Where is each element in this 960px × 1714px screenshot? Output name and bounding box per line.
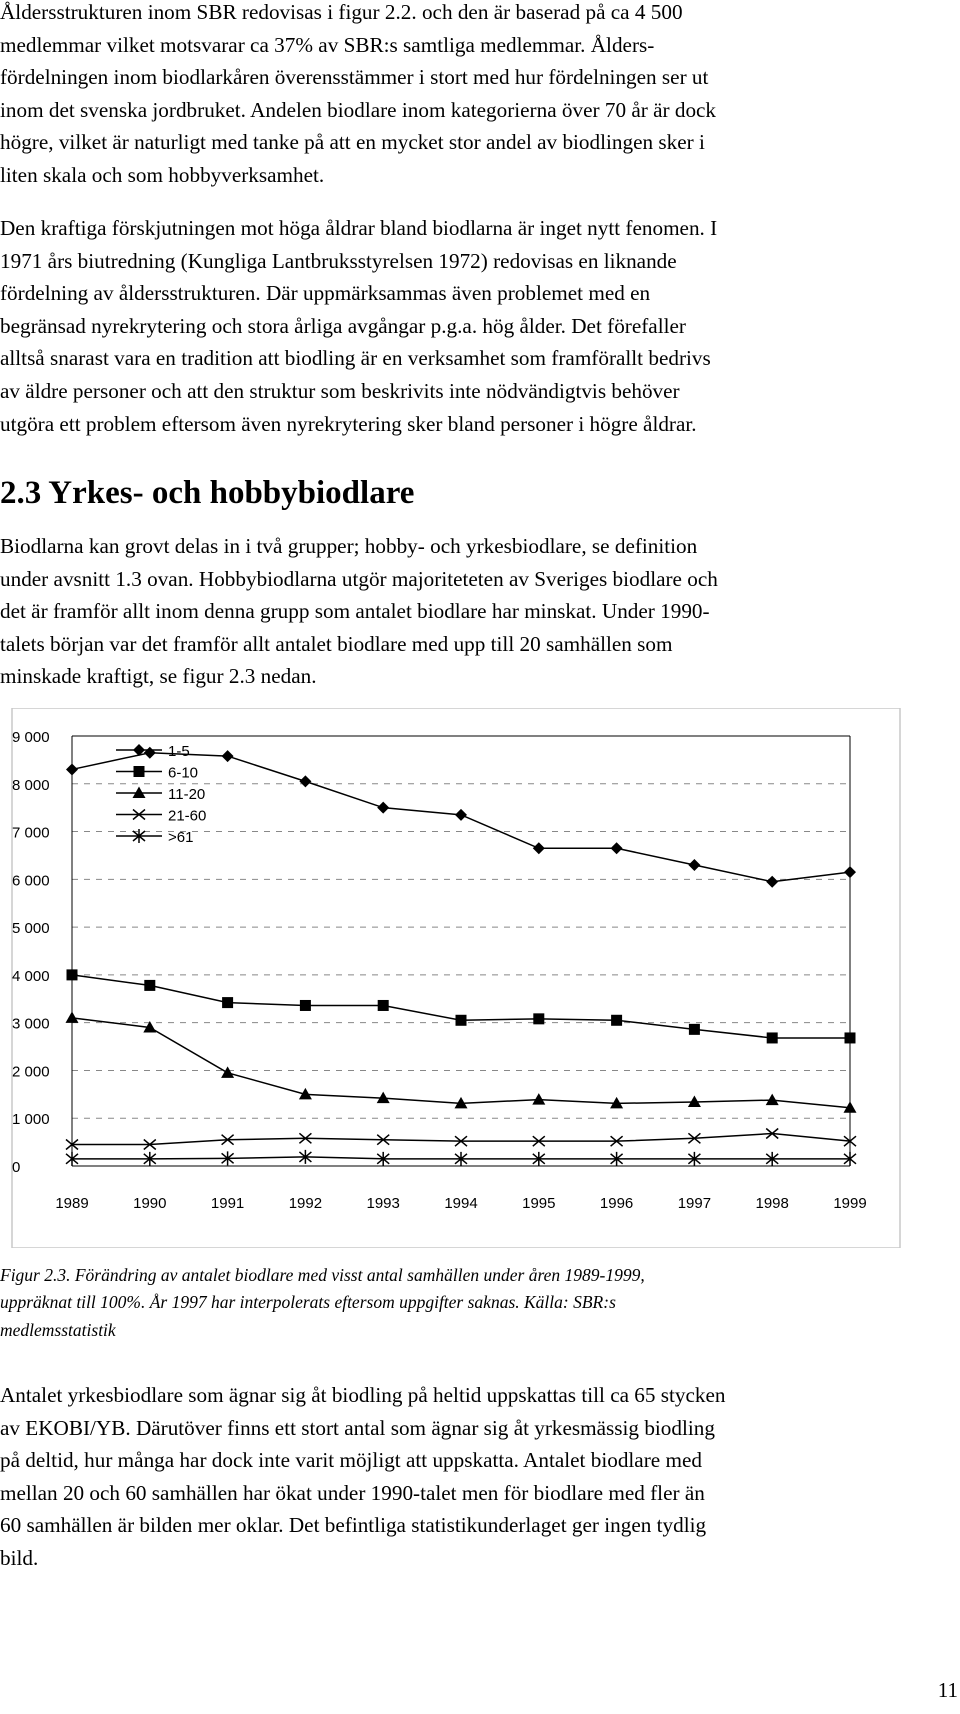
data-point-1-5 bbox=[222, 750, 234, 762]
chart-frame bbox=[12, 708, 900, 1248]
x-tick-label: 1996 bbox=[599, 1195, 634, 1212]
series-line-21-60 bbox=[72, 1134, 850, 1145]
y-tick-label: 3 000 bbox=[12, 1015, 50, 1033]
y-tick-label: 7 000 bbox=[12, 824, 50, 842]
x-tick-label: 1991 bbox=[210, 1195, 245, 1212]
beekeepers-line-chart bbox=[0, 708, 910, 1248]
data-point-6-10 bbox=[144, 980, 155, 991]
x-tick-label: 1992 bbox=[288, 1195, 323, 1212]
y-tick-label: 2 000 bbox=[12, 1063, 50, 1081]
data-point-6-10 bbox=[300, 1000, 311, 1011]
data-point-11-20 bbox=[766, 1094, 779, 1106]
series-line-11-20 bbox=[72, 1018, 850, 1108]
y-tick-label: 0 bbox=[12, 1159, 21, 1176]
data-point-1-5 bbox=[299, 775, 311, 787]
data-point-6-10 bbox=[533, 1013, 544, 1024]
data-point-6-10 bbox=[611, 1015, 622, 1026]
y-tick-label: 6 000 bbox=[12, 872, 50, 890]
x-tick-label: 1997 bbox=[677, 1195, 712, 1212]
legend-label: 21-60 bbox=[168, 807, 207, 825]
series-line-6-10 bbox=[72, 975, 850, 1038]
x-tick-label: 1998 bbox=[755, 1195, 789, 1212]
x-tick-label: 1989 bbox=[55, 1195, 89, 1212]
x-tick-label: 1995 bbox=[522, 1195, 556, 1212]
paragraph-age-shift: Den kraftiga förskjutningen mot höga åldrar bland biodlarna är inget nytt fenomen. I 1971 års biutredning (Kungliga Lantbruksstyrelsen 1972) redovisas en liknande fördelning av åldersstrukturen. Där uppmärksammas även problemet med en begränsad nyrekrytering och stora årliga avgångar p.g.a. hög ålder. Det förefaller alltså snarast vara en tradition att biodling är en verksamhet som framförallt bedrivs av äldre personer och att den struktur som beskrivits inte nödvändigtvis behöver utgöra ett problem eftersom även nyrekrytering sker bland personer i högre åldrar. bbox=[0, 216, 718, 436]
legend-label: 1-5 bbox=[168, 743, 190, 760]
data-point-1-5 bbox=[844, 866, 856, 878]
data-point-11-20 bbox=[532, 1093, 545, 1105]
data-point-1-5 bbox=[611, 842, 623, 854]
x-tick-label: 1994 bbox=[444, 1195, 478, 1212]
data-point-1-5 bbox=[688, 859, 700, 871]
legend-label: 6-10 bbox=[168, 764, 199, 782]
data-point-11-20 bbox=[66, 1011, 79, 1023]
legend-label: >61 bbox=[168, 829, 194, 846]
data-point-6-10 bbox=[222, 997, 233, 1008]
paragraph-professional: Antalet yrkesbiodlare som ägnar sig åt biodling på heltid uppskattas till ca 65 stycken av EKOBI/YB. Därutöver finns ett stort antal som ägnar sig åt yrkesmässig biodling på deltid, hur många har dock inte varit möjligt att uppskatta. Antalet biodlare med mellan 20 och 60 samhällen har ökat under 1990-talet men för biodlare med fler än 60 samhällen är bilden mer oklar. Det befintliga statistikunderlaget ger ingen tydlig bild. bbox=[0, 1383, 726, 1570]
data-point-1-5 bbox=[766, 876, 778, 888]
figure-caption: Figur 2.3. Förändring av antalet biodlare med visst antal samhällen under åren 1989-1999, uppräknat till 100%. År 1997 har interpolerats eftersom uppgifter saknas. Källa: SBR:s medlemsstatistik bbox=[0, 1265, 645, 1340]
y-tick-label: 5 000 bbox=[12, 920, 50, 938]
data-point-1-5 bbox=[377, 802, 389, 814]
data-point-1-5 bbox=[455, 809, 467, 821]
legend-label: 11-20 bbox=[168, 786, 206, 803]
x-tick-label: 1993 bbox=[366, 1195, 400, 1212]
data-point-6-10 bbox=[845, 1032, 856, 1043]
data-point-6-10 bbox=[456, 1015, 467, 1026]
x-tick-label: 1990 bbox=[133, 1195, 167, 1212]
y-tick-label: 4 000 bbox=[12, 967, 50, 985]
page-number: 11 bbox=[937, 1678, 958, 1702]
data-point-6-10 bbox=[378, 1000, 389, 1011]
data-point-1-5 bbox=[66, 763, 78, 775]
data-point-6-10 bbox=[67, 969, 78, 980]
paragraph-groups: Biodlarna kan grovt delas in i två grupper; hobby- och yrkesbiodlare, se definition under avsnitt 1.3 ovan. Hobbybiodlarna utgör majoriteteten av Sveriges biodlare och det är framför allt inom denna grupp som antalet biodlare har minskat. Under 1990- talets början var det framför allt antalet biodlare med upp till 20 samhällen som minskade kraftigt, se figur 2.3 nedan. bbox=[0, 534, 718, 689]
data-point-6-10 bbox=[689, 1024, 700, 1035]
x-tick-label: 1999 bbox=[833, 1195, 867, 1212]
data-point-1-5 bbox=[144, 747, 156, 759]
data-point-11-20 bbox=[221, 1066, 234, 1078]
y-tick-label: 9 000 bbox=[12, 729, 50, 746]
data-point-1-5 bbox=[533, 842, 545, 854]
legend-marker bbox=[134, 766, 145, 777]
y-tick-label: 8 000 bbox=[12, 776, 50, 794]
data-point-6-10 bbox=[767, 1032, 778, 1043]
y-tick-label: 1 000 bbox=[12, 1111, 50, 1129]
section-heading: 2.3 Yrkes- och hobbybiodlare bbox=[0, 475, 415, 511]
paragraph-age-structure: Åldersstrukturen inom SBR redovisas i figur 2.2. och den är baserad på ca 4 500 medlemmar vilket motsvarar ca 37% av SBR:s samtliga medlemmar. Ålders- fördelningen inom biodlarkåren överensstämmer i stort med hur fördelningen ser ut inom det svenska jordbruket. Andelen biodlare inom kategorierna över 70 år är dock högre, vilket är naturligt med tanke på att en mycket stor andel av biodlingen sker i liten skala och som hobbyverksamhet. bbox=[0, 0, 717, 187]
